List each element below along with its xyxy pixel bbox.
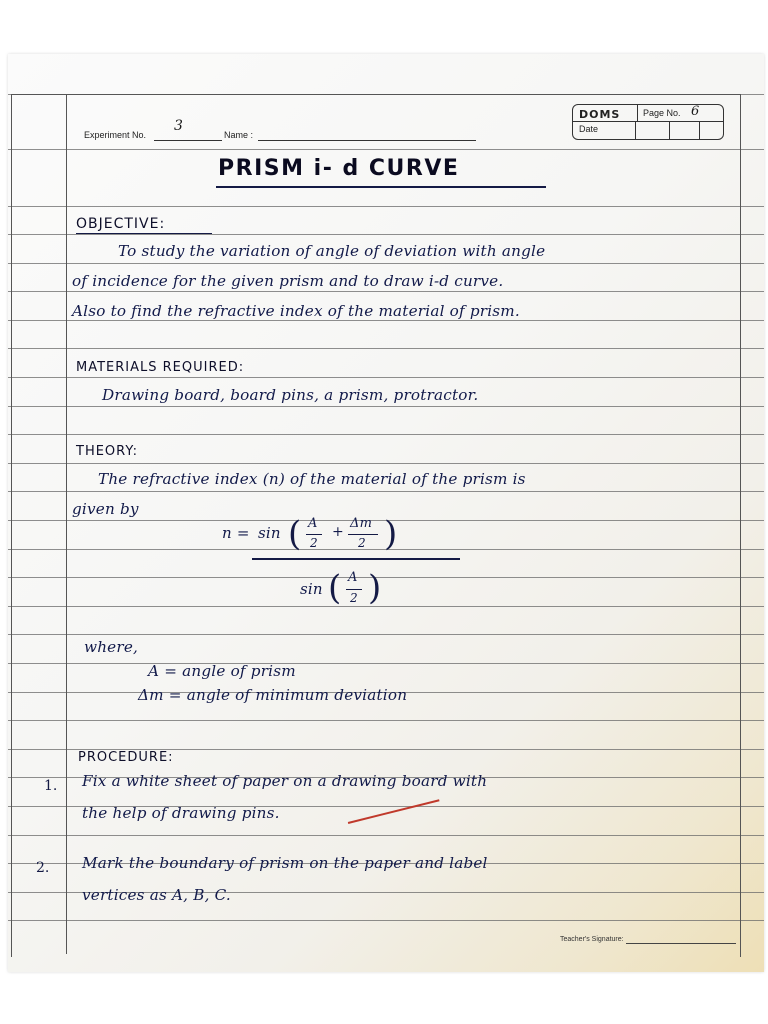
objective-line-2: of incidence for the given prism and to draw i-d curve.	[72, 272, 504, 290]
formula-paren-left: (	[288, 514, 302, 554]
step-2-line-2: vertices as A, B, C.	[82, 886, 231, 904]
page-info-box	[572, 104, 724, 140]
formula-num-dm: Δm	[350, 516, 373, 531]
date-cell-divider	[699, 122, 700, 139]
materials-heading: MATERIALS REQUIRED:	[76, 360, 245, 375]
step-2-number: 2.	[36, 860, 50, 876]
formula-num-a-den: 2	[310, 536, 318, 550]
page-no-label: Page No.	[643, 108, 681, 118]
theory-line-2: given by	[72, 500, 139, 518]
formula-den-frac	[346, 589, 362, 590]
step-2-line-1: Mark the boundary of prism on the paper and label	[82, 854, 488, 872]
experiment-no-line	[154, 140, 222, 141]
step-1-line-1: Fix a white sheet of paper on a drawing board with	[82, 772, 488, 790]
formula-sin: sin	[258, 524, 281, 542]
date-label: Date	[579, 124, 599, 134]
formula-den-paren-right: )	[368, 568, 382, 608]
objective-line-3: Also to find the refractive index of the material of prism.	[72, 302, 520, 320]
experiment-no-label: Experiment No.	[84, 130, 147, 140]
date-cell-divider	[635, 122, 636, 139]
notebook-page	[8, 54, 764, 972]
formula-frac-dm	[348, 534, 378, 535]
title-underline	[216, 186, 546, 188]
definition-a: A = angle of prism	[148, 662, 296, 680]
formula-paren-right: )	[384, 514, 398, 554]
formula-num-dm-den: 2	[358, 536, 366, 550]
formula-plus: +	[332, 524, 344, 540]
formula-den-a-den: 2	[350, 591, 358, 605]
theory-line-1: The refractive index (n) of the material of the prism is	[98, 470, 526, 488]
procedure-heading: PROCEDURE:	[78, 750, 174, 765]
formula-den-paren-left: (	[328, 568, 342, 608]
formula-den-a: A	[348, 570, 358, 585]
step-1-line-2: the help of drawing pins.	[82, 804, 280, 822]
objective-heading: OBJECTIVE:	[76, 216, 166, 232]
page-title: PRISM i- d CURVE	[218, 156, 460, 181]
where-label: where,	[84, 638, 139, 656]
date-cell-divider	[669, 122, 670, 139]
teacher-signature-line	[626, 943, 736, 944]
formula-lhs: n =	[222, 524, 250, 542]
name-line	[258, 140, 476, 141]
objective-line-1: To study the variation of angle of deviation with angle	[118, 242, 546, 260]
step-1-number: 1.	[44, 778, 58, 794]
formula-den-sin: sin	[300, 580, 323, 598]
doms-divider-h	[573, 121, 723, 122]
doms-logo: DOMS	[579, 108, 621, 121]
theory-heading: THEORY:	[76, 444, 138, 459]
name-label: Name :	[224, 130, 254, 140]
formula-frac-a	[306, 534, 322, 535]
formula-num-a: A	[308, 516, 318, 531]
objective-underline	[76, 233, 212, 234]
page-no-value: 6	[691, 104, 700, 119]
teacher-signature-label: Teacher's Signature:	[560, 936, 624, 943]
definition-dm: Δm = angle of minimum deviation	[138, 686, 408, 704]
experiment-no-value: 3	[174, 118, 183, 134]
margin-line	[66, 94, 67, 954]
formula-main-fraction-bar	[252, 558, 460, 560]
doms-divider	[637, 105, 638, 121]
materials-text: Drawing board, board pins, a prism, protractor.	[102, 386, 479, 404]
